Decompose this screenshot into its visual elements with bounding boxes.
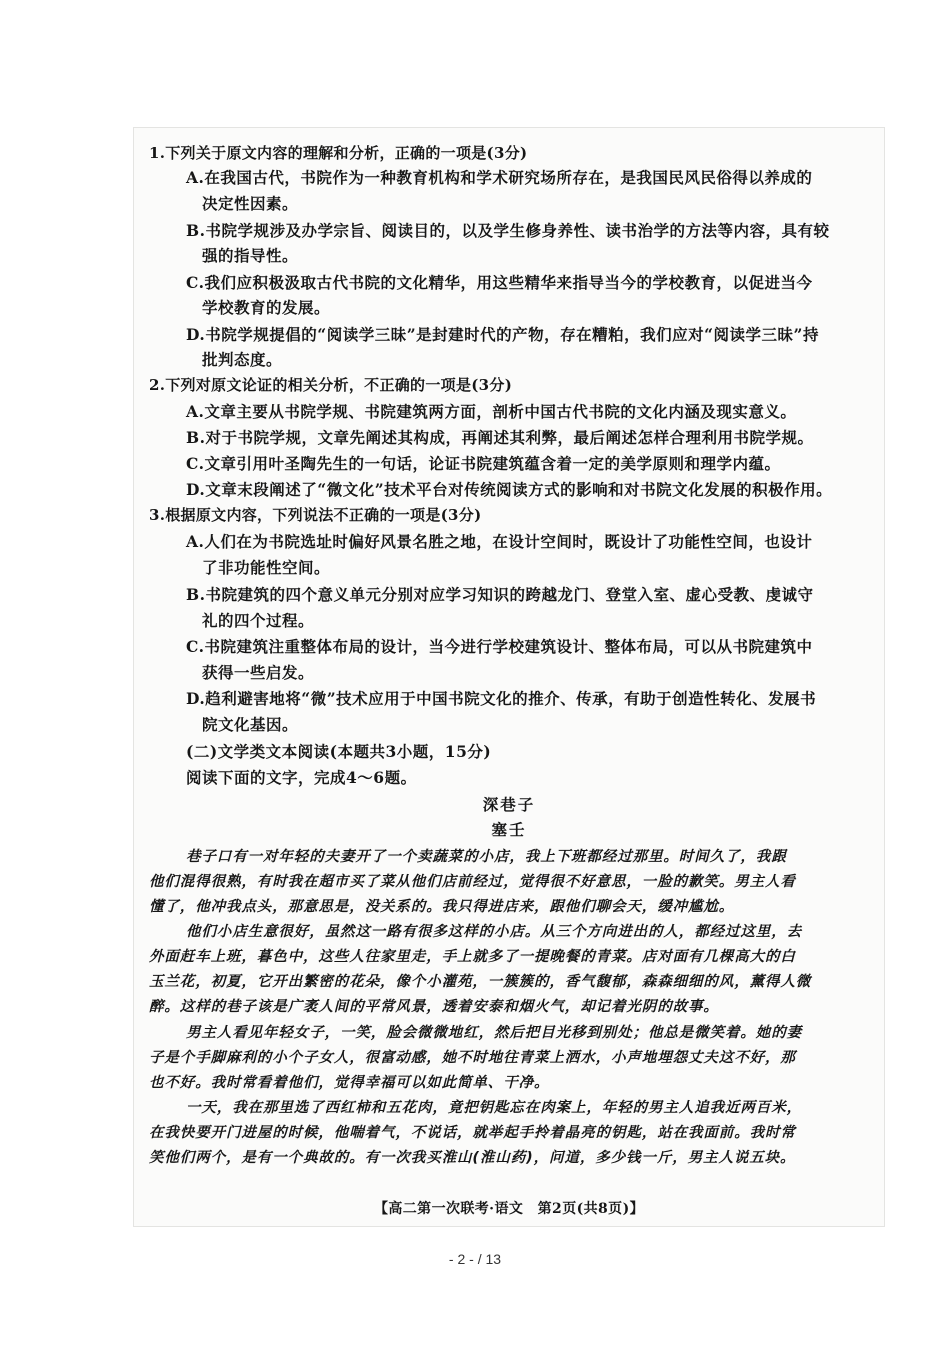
q3-option-b-line1: B.书院建筑的四个意义单元分别对应学习知识的跨越龙门、登堂入室、虚心受教、虔诚守 [186, 585, 814, 604]
passage-line: 他们混得很熟，有时我在超市买了菜从他们店前经过，觉得很不好意思，一脸的歉笑。男主人看 [149, 874, 796, 890]
passage-line: 玉兰花，初夏，它开出繁密的花朵，像个小灌苑，一簇簇的，香气馥郁，森森细细的风，薰得人微 [149, 974, 812, 990]
q2-option-c: C.文章引用叶圣陶先生的一句话，论证书院建筑蕴含着一定的美学原则和理学内蕴。 [186, 454, 781, 473]
scanned-page [133, 127, 885, 1227]
q3-option-c-line1: C.书院建筑注重整体布局的设计，当今进行学校建筑设计、整体布局，可以从书院建筑中 [186, 637, 813, 656]
q3-option-c-line2: 获得一些启发。 [202, 663, 315, 682]
passage-line: 也不好。我时常看着他们，觉得幸福可以如此简单、干净。 [149, 1075, 550, 1091]
q1-option-a-line2: 决定性因素。 [202, 194, 299, 213]
page-indicator: - 2 - / 13 [448, 1251, 502, 1267]
question-1-stem: 1.下列关于原文内容的理解和分析，正确的一项是(3分) [149, 144, 528, 162]
question-2-stem: 2.下列对原文论证的相关分析，不正确的一项是(3分) [149, 376, 513, 394]
question-3-stem: 3.根据原文内容，下列说法不正确的一项是(3分) [149, 506, 482, 524]
passage-line: 他们小店生意很好，虽然这一路有很多这样的小店。从三个方向进出的人，都经过这里，去 [186, 924, 802, 940]
page-footer: 【高二第一次联考·语文 第2页(共8页)】 [373, 1201, 644, 1217]
passage-line: 一天，我在那里选了西红柿和五花肉，竟把钥匙忘在肉案上，年轻的男主人追我近两百米， [186, 1100, 802, 1116]
q2-option-b: B.对于书院学规，文章先阐述其构成，再阐述其利弊，最后阐述怎样合理利用书院学规。 [186, 428, 814, 447]
q1-option-a-line1: A.在我国古代，书院作为一种教育机构和学术研究场所存在，是我国民风民俗得以养成的 [186, 168, 813, 187]
passage-line: 子是个手脚麻利的小个子女人，很富动感，她不时地往青菜上洒水，小声地埋怨丈夫这不好，那 [149, 1050, 796, 1066]
q3-option-b-line2: 礼的四个过程。 [202, 611, 315, 630]
q3-option-d-line1: D.趋利避害地将“微”技术应用于中国书院文化的推介、传承，有助于创造性转化、发展书 [186, 689, 817, 708]
q3-option-d-line2: 院文化基因。 [202, 715, 299, 734]
passage-title: 深巷子 [482, 795, 536, 814]
passage-line: 男主人看见年轻女子，一笑，脸会微微地红，然后把目光移到别处；他总是微笑着。她的妻 [186, 1025, 802, 1041]
q2-option-d: D.文章末段阐述了“微文化”技术平台对传统阅读方式的影响和对书院文化发展的积极作用。 [186, 480, 833, 499]
passage-line: 在我快要开门进屋的时候，他喘着气，不说话，就举起手拎着晶亮的钥匙，站在我面前。我时常 [149, 1125, 796, 1141]
q1-option-b-line1: B.书院学规涉及办学宗旨、阅读目的，以及学生修身养性、读书治学的方法等内容，具有较 [186, 221, 830, 240]
q1-option-b-line2: 强的指导性。 [202, 246, 299, 265]
q3-option-a-line1: A.人们在为书院选址时偏好风景名胜之地，在设计空间时，既设计了功能性空间，也设计 [186, 532, 813, 551]
passage-line: 醉。这样的巷子该是广袤人间的平常风景，透着安泰和烟火气，却记着光阴的故事。 [149, 999, 719, 1015]
passage-line: 外面赶车上班，暮色中，这些人往家里走，手上就多了一提晚餐的青菜。店对面有几棵高大的白 [149, 949, 796, 965]
q1-option-c-line1: C.我们应积极汲取古代书院的文化精华，用这些精华来指导当今的学校教育，以促进当今 [186, 273, 813, 292]
passage-line: 懂了，他冲我点头，那意思是，没关系的。我只得进店来，跟他们聊会天，缓冲尴尬。 [149, 899, 735, 915]
q1-option-d-line2: 批判态度。 [202, 350, 283, 369]
passage-line: 巷子口有一对年轻的夫妻开了一个卖蔬菜的小店，我上下班都经过那里。时间久了，我跟 [186, 849, 787, 865]
q3-option-a-line2: 了非功能性空间。 [202, 558, 331, 577]
q1-option-c-line2: 学校教育的发展。 [202, 298, 331, 317]
q2-option-a: A.文章主要从书院学规、书院建筑两方面，剖析中国古代书院的文化内涵及现实意义。 [186, 402, 797, 421]
passage-author: 塞壬 [491, 820, 527, 839]
section-heading: (二)文学类文本阅读(本题共3小题，15分) [186, 742, 492, 761]
passage-line: 笑他们两个，是有一个典故的。有一次我买淮山(淮山药)，问道，多少钱一斤，男主人说五块。 [149, 1150, 796, 1166]
q1-option-d-line1: D.书院学规提倡的“阅读学三昧”是封建时代的产物，存在糟粕，我们应对“阅读学三昧”持 [186, 325, 819, 344]
section-instruction: 阅读下面的文字，完成4～6题。 [186, 768, 417, 787]
